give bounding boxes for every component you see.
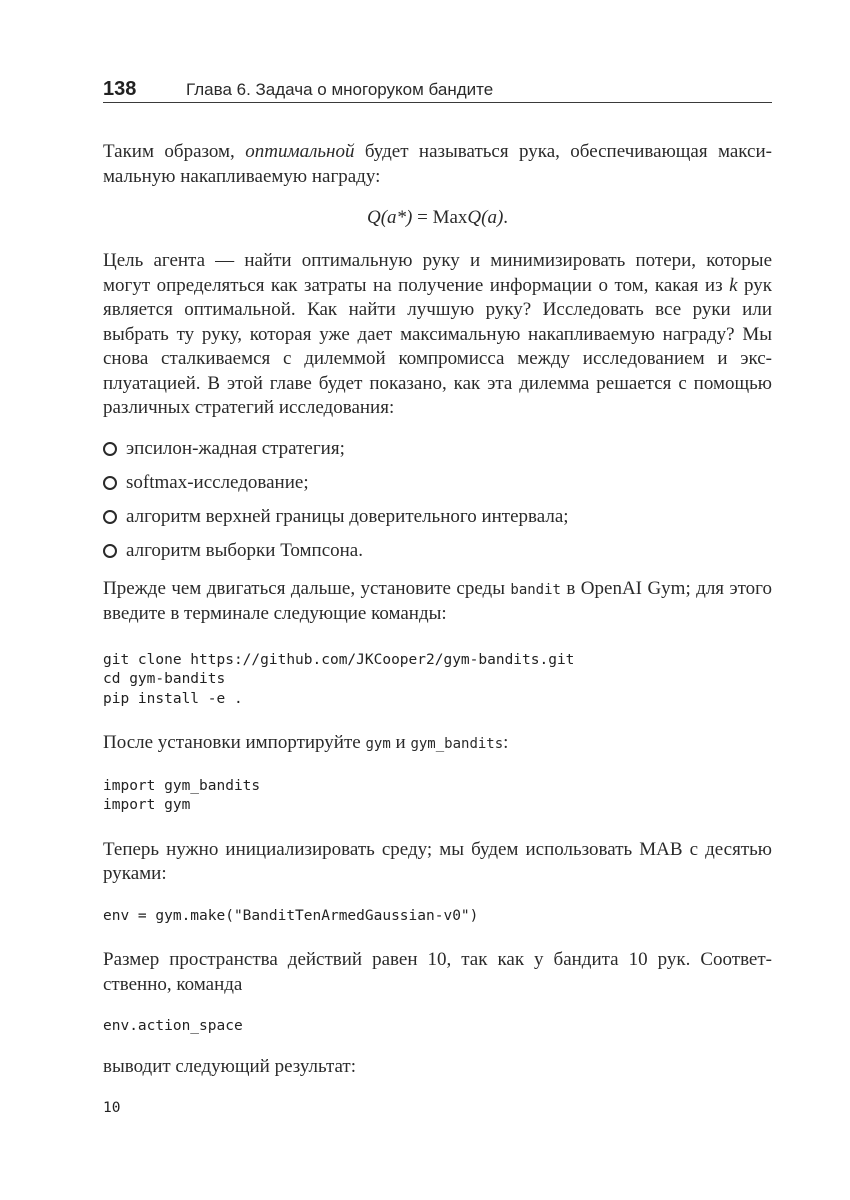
list-item [103, 471, 772, 495]
formula-max: Max [432, 207, 468, 228]
circle-bullet-icon [103, 510, 117, 524]
chapter-title: Глава 6. Задача о многоруком бандите [186, 80, 494, 99]
paragraph-agent-goal [103, 249, 772, 421]
circle-bullet-icon [103, 476, 117, 490]
text: Цель агента — найти оптимальную руку и минимизировать потери, которые могут определяться как затраты на получение информации о том, какая из [103, 250, 772, 296]
paragraph-init-env: Теперь нужно инициализировать среду; мы будем использовать MAB с десятью руками: [103, 838, 772, 884]
formula-end: . [503, 207, 509, 228]
formula-q: Q [366, 207, 381, 228]
circle-bullet-icon [103, 544, 117, 558]
formula-arg: (a) [481, 207, 504, 228]
list-item-text: алгоритм верхней границы доверительного интервала; [126, 505, 569, 527]
text: в OpenAI Gym; для этого введите в терминале следующие команды: [103, 577, 772, 624]
paragraph-output: выводит следующий результат: [103, 1055, 357, 1077]
text: : [503, 732, 509, 753]
page-number: 138 [103, 78, 137, 100]
formula-arg: (a*) [380, 207, 413, 228]
text: и [390, 732, 411, 753]
inline-code: gym_bandits [410, 736, 504, 752]
paragraph-action-space: Размер пространства действий равен 10, так как у бандита 10 рук. Соответственно, команда [103, 949, 772, 995]
strategy-list [103, 437, 772, 563]
text: Таким образом, [103, 141, 246, 162]
code-block-output: 10 [103, 1100, 121, 1116]
inline-code: bandit [510, 581, 561, 598]
variable-k: k [729, 274, 738, 296]
formula-q: Q [467, 207, 482, 228]
circle-bullet-icon [103, 442, 117, 456]
text: После установки импортируйте [103, 732, 366, 753]
page-header [103, 76, 772, 103]
paragraph-install-intro [103, 577, 772, 627]
formula [103, 207, 772, 229]
code-block-action-space: env.action_space [103, 1018, 243, 1034]
code-block-install: git clone https://github.com/JKCooper2/gym-bandits.git cd gym-bandits pip install -e . [103, 651, 575, 707]
emphasis: оптимальной [245, 141, 355, 162]
page-body [103, 140, 772, 1119]
code-block-make-env: env = gym.make("BanditTenArmedGaussian-v0") [103, 907, 479, 924]
list-item [103, 437, 772, 461]
text: будет называться рука, обеспечивающая максимальную накапливаемую награду: [103, 141, 772, 187]
text: Прежде чем двигаться дальше, установите среды [103, 577, 511, 599]
list-item-text: softmax-исследование; [126, 471, 309, 493]
code-block-import: import gym_bandits import gym [103, 777, 261, 813]
list-item-text: алгоритм выборки Томпсона. [126, 539, 363, 561]
list-item [103, 539, 772, 563]
formula-eq: = [412, 207, 433, 228]
inline-code: gym [365, 736, 391, 752]
paragraph-optimal-arm [103, 140, 772, 189]
paragraph-import [103, 731, 772, 757]
text: рук является оптимальной. Как найти лучшую руку? Исследовать все руки или выбрать ту руку, которая уже дает максимальную накапливаемую награду? Мы снова сталкиваемся с дилеммой компромисса между исследованием и эксплуатацией. В этой главе будет показано, как эта дилемма решается с помощью различных стратегий исследования: [103, 274, 773, 418]
list-item [103, 505, 772, 529]
list-item-text: эпсилон-жадная стратегия; [126, 437, 345, 459]
